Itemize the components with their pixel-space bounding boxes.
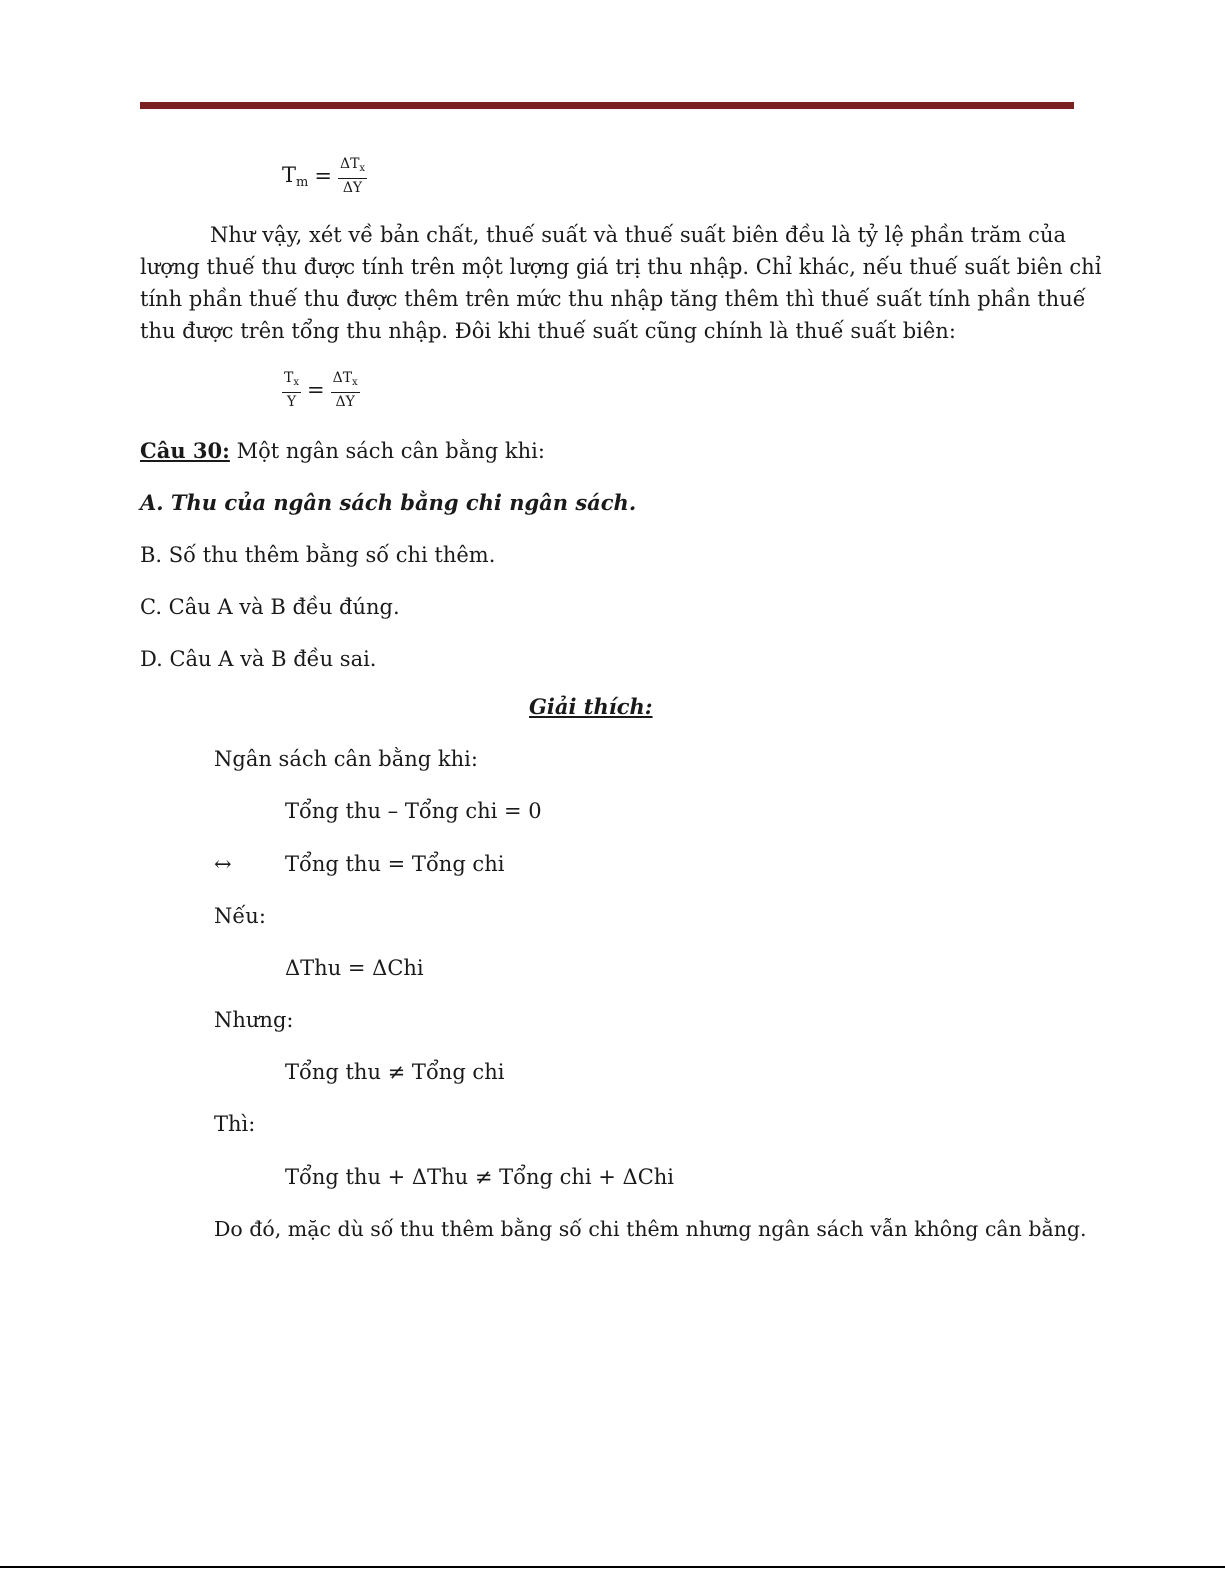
paragraph-line-1: Như vậy, xét về bản chất, thuế suất và thuế suất biên đều là tỷ lệ phần trăm của: [210, 223, 1066, 247]
body-paragraph: [140, 219, 1102, 347]
formula-tm: [282, 156, 367, 196]
question-label: Câu 30:: [140, 438, 230, 463]
formula-ratio-equals: =: [306, 378, 325, 402]
page-bottom-border: [0, 1566, 1225, 1568]
formula-tm-fraction: [338, 156, 367, 196]
option-b: B. Số thu thêm bằng số chi thêm.: [140, 543, 496, 567]
formula-tm-equals: =: [314, 164, 332, 188]
formula-ratio-left-num-sub: x: [293, 377, 299, 388]
explanation-eq5: Tổng thu + ΔThu ≠ Tổng chi + ΔChi: [285, 1165, 675, 1189]
formula-tm-denominator: ΔY: [342, 180, 363, 196]
formula-tm-numerator: ΔT: [339, 156, 360, 172]
formula-ratio-right: [331, 370, 360, 410]
option-c: C. Câu A và B đều đúng.: [140, 595, 400, 619]
explanation-title: Giải thích:: [529, 694, 653, 719]
question-text: Một ngân sách cân bằng khi:: [229, 439, 545, 463]
formula-ratio-left-num: T: [284, 370, 294, 386]
formula-tm-lhs-sub: m: [296, 174, 309, 190]
formula-ratio-right-num-sub: x: [352, 377, 358, 388]
formula-tm-lhs: T: [282, 162, 297, 187]
formula-ratio-right-num: ΔT: [332, 370, 353, 386]
option-a: A. Thu của ngân sách bằng chi ngân sách.: [140, 490, 637, 515]
formula-ratio: [282, 370, 360, 410]
question-30: [140, 435, 545, 467]
equivalence-arrow: ↔: [214, 852, 232, 876]
paragraph-line-4: thu được trên tổng thu nhập. Đôi khi thuế suất cũng chính là thuế suất biên:: [140, 319, 956, 343]
explanation-intro: Ngân sách cân bằng khi:: [214, 747, 478, 771]
formula-ratio-right-den: ΔY: [335, 394, 355, 410]
explanation-eq4: Tổng thu ≠ Tổng chi: [285, 1060, 505, 1084]
explanation-eq1: Tổng thu – Tổng chi = 0: [285, 799, 542, 823]
formula-ratio-left: [282, 370, 301, 410]
formula-ratio-left-den: Y: [286, 394, 297, 410]
explanation-eq2: Tổng thu = Tổng chi: [285, 852, 505, 876]
formula-tm-numerator-sub: x: [359, 163, 366, 174]
header-rule: [140, 102, 1074, 109]
explanation-eq3: ΔThu = ΔChi: [285, 956, 424, 980]
explanation-conclusion: Do đó, mặc dù số thu thêm bằng số chi thêm nhưng ngân sách vẫn không cân bằng.: [214, 1217, 1087, 1241]
then-label: Thì:: [214, 1112, 256, 1136]
option-d: D. Câu A và B đều sai.: [140, 647, 377, 671]
paragraph-line-2: lượng thuế thu được tính trên một lượng giá trị thu nhập. Chỉ khác, nếu thuế suất biên chỉ: [140, 255, 1102, 279]
if-label: Nếu:: [214, 904, 266, 928]
paragraph-line-3: tính phần thuế thu được thêm trên mức thu nhập tăng thêm thì thuế suất tính phần thuế: [140, 287, 1086, 311]
but-label: Nhưng:: [214, 1008, 294, 1032]
